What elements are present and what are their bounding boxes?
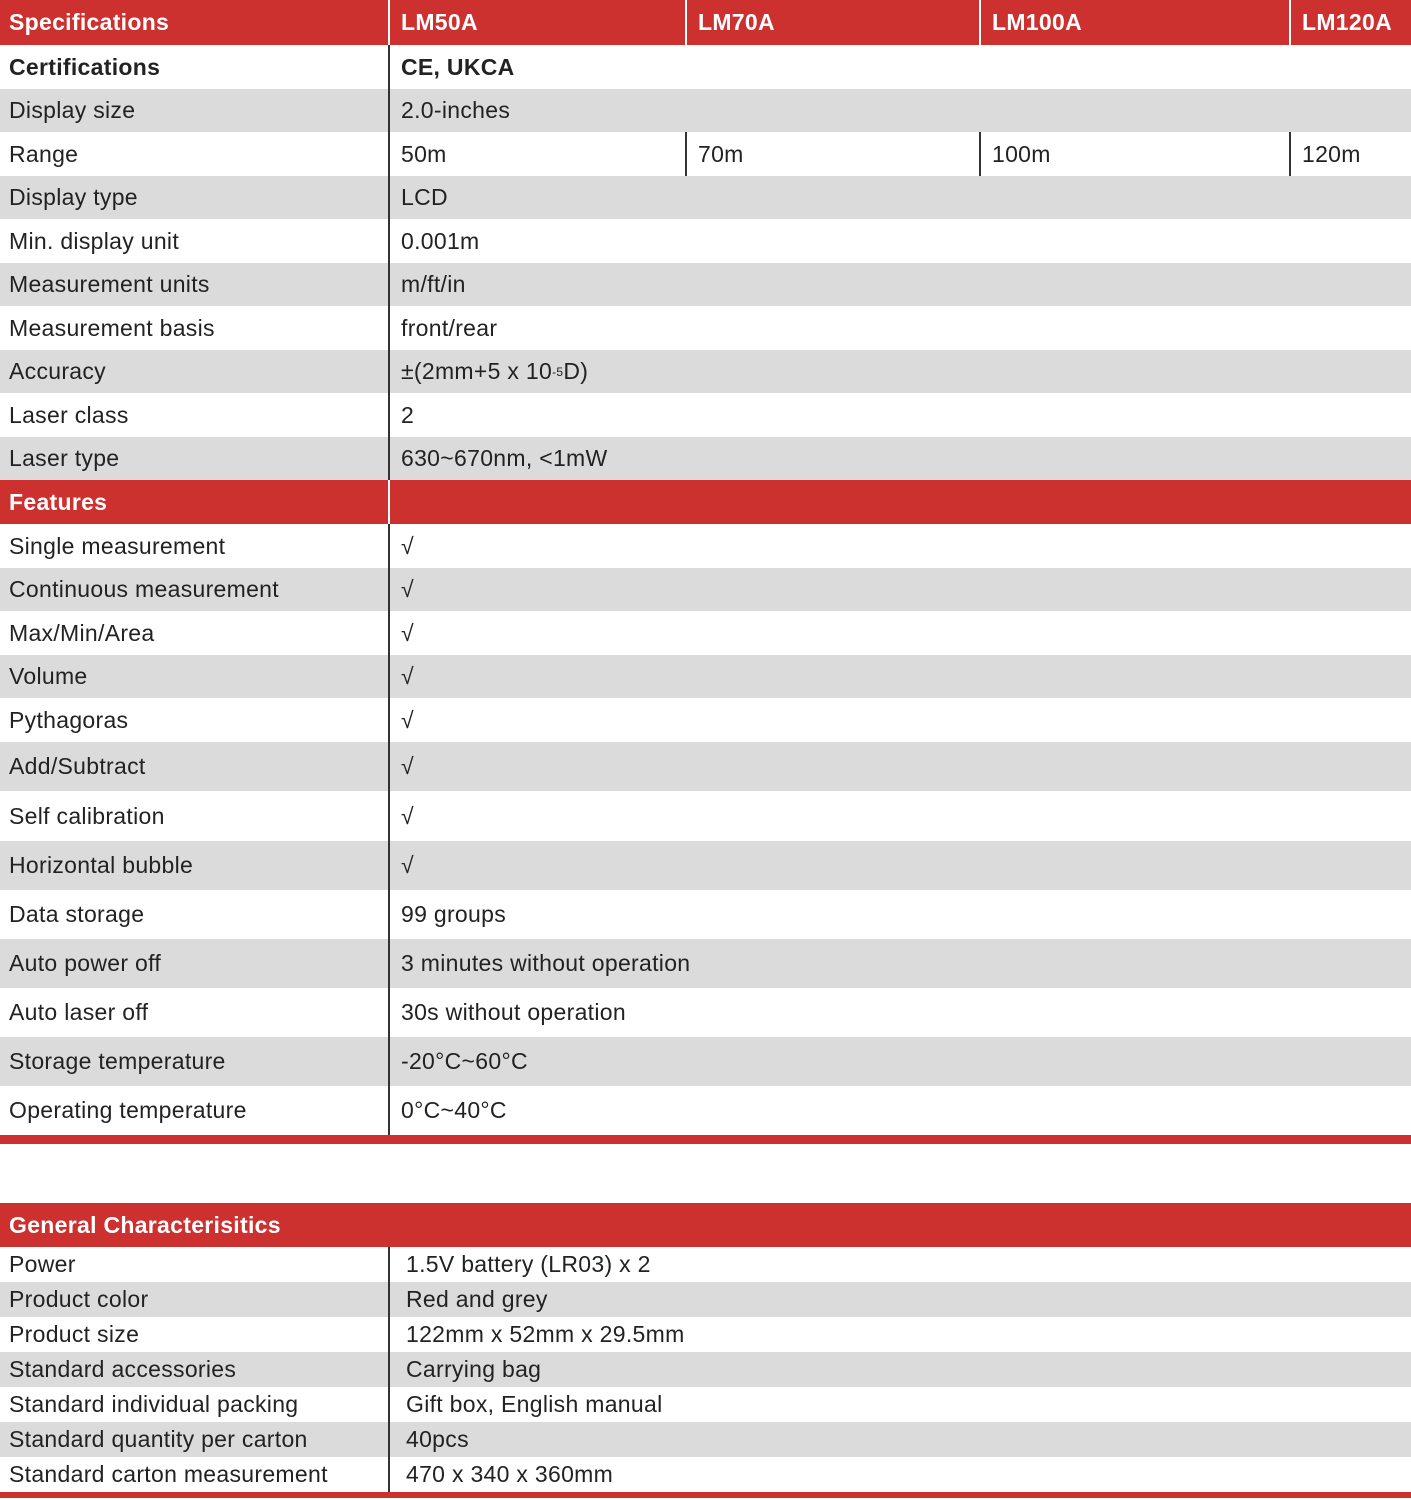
general-header-row — [0, 1203, 1411, 1247]
accuracy-suffix: D) — [563, 358, 589, 384]
row-label: Pythagoras — [0, 698, 390, 742]
specifications-header-row — [0, 0, 1411, 45]
row-label: Max/Min/Area — [0, 611, 390, 655]
table-row — [0, 89, 1411, 132]
range-value-lm70a: 70m — [685, 132, 979, 176]
range-value-lm100a: 100m — [979, 132, 1289, 176]
row-value: 0°C~40°C — [401, 1097, 507, 1123]
general-characteristics-table — [0, 1203, 1411, 1492]
table-row — [0, 524, 1411, 568]
row-value: 470 x 340 x 360mm — [406, 1461, 614, 1487]
row-label: Standard individual packing — [0, 1387, 390, 1422]
check-mark: √ — [401, 753, 414, 779]
check-mark: √ — [401, 532, 414, 559]
table-row — [0, 437, 1411, 480]
table-row — [0, 1457, 1411, 1492]
row-label: Horizontal bubble — [0, 841, 390, 890]
row-value — [390, 350, 1411, 393]
row-value: 122mm x 52mm x 29.5mm — [406, 1321, 685, 1347]
row-label: Auto laser off — [0, 988, 390, 1037]
row-label: Single measurement — [0, 524, 390, 568]
row-label: Certifications — [0, 45, 390, 89]
table-row — [0, 791, 1411, 841]
table-row — [0, 393, 1411, 437]
row-value: 1.5V battery (LR03) x 2 — [406, 1251, 651, 1277]
row-label: Add/Subtract — [0, 742, 390, 791]
table-row — [0, 1086, 1411, 1135]
range-value-lm120a: 120m — [1289, 132, 1411, 176]
table-bottom-bar — [0, 1135, 1411, 1144]
row-value: LCD — [401, 184, 448, 210]
table-row — [0, 655, 1411, 698]
check-mark: √ — [401, 576, 414, 602]
general-bottom-bar — [0, 1492, 1411, 1498]
row-value: 3 minutes without operation — [401, 950, 691, 976]
table-row — [0, 1282, 1411, 1317]
row-label: Volume — [0, 655, 390, 698]
model-header-lm100a: LM100A — [979, 0, 1289, 45]
row-value: -20°C~60°C — [401, 1048, 528, 1074]
row-value: 30s without operation — [401, 999, 626, 1025]
row-label: Accuracy — [0, 350, 390, 393]
row-label: Product color — [0, 1282, 390, 1317]
row-value: front/rear — [401, 314, 498, 341]
check-mark: √ — [401, 619, 414, 646]
table-row — [0, 611, 1411, 655]
check-mark: √ — [401, 706, 414, 733]
row-label: Standard carton measurement — [0, 1457, 390, 1492]
check-mark: √ — [401, 802, 414, 829]
table-row — [0, 568, 1411, 611]
table-row — [0, 1387, 1411, 1422]
table-row — [0, 742, 1411, 791]
table-row — [0, 176, 1411, 219]
table-row — [0, 263, 1411, 306]
table-row — [0, 1422, 1411, 1457]
row-value: Red and grey — [406, 1286, 548, 1312]
row-value: CE, UKCA — [401, 53, 515, 80]
row-value: 2 — [401, 401, 415, 428]
row-label: Data storage — [0, 890, 390, 939]
table-row — [0, 1352, 1411, 1387]
row-label: Storage temperature — [0, 1037, 390, 1086]
row-label: Continuous measurement — [0, 568, 390, 611]
row-label: Min. display unit — [0, 219, 390, 263]
row-value: Gift box, English manual — [406, 1391, 663, 1417]
table-row — [0, 1317, 1411, 1352]
row-label: Measurement basis — [0, 306, 390, 350]
row-value: m/ft/in — [401, 271, 466, 297]
range-value-lm50a: 50m — [401, 140, 447, 167]
row-label: Standard quantity per carton — [0, 1422, 390, 1457]
row-value: 0.001m — [401, 227, 480, 254]
row-value: Carrying bag — [406, 1356, 542, 1382]
features-header-row — [0, 480, 1411, 524]
row-label: Standard accessories — [0, 1352, 390, 1387]
row-value: 2.0-inches — [401, 97, 511, 123]
table-row — [0, 1247, 1411, 1282]
row-label: Self calibration — [0, 791, 390, 841]
table-row — [0, 841, 1411, 890]
model-header-lm120a: LM120A — [1289, 0, 1411, 45]
table-row — [0, 45, 1411, 89]
row-label: Display type — [0, 176, 390, 219]
row-label: Product size — [0, 1317, 390, 1352]
accuracy-exponent: -5 — [552, 364, 564, 379]
row-value: 40pcs — [406, 1426, 469, 1452]
table-row — [0, 698, 1411, 742]
table-row — [0, 132, 1411, 176]
row-label: Range — [0, 132, 390, 176]
row-label: Auto power off — [0, 939, 390, 988]
row-label: Laser type — [0, 437, 390, 480]
row-label: Operating temperature — [0, 1086, 390, 1135]
row-label: Laser class — [0, 393, 390, 437]
model-header-lm70a: LM70A — [685, 0, 979, 45]
model-header-lm50a: LM50A — [401, 9, 478, 35]
row-label: Display size — [0, 89, 390, 132]
row-label: Measurement units — [0, 263, 390, 306]
table-row — [0, 1037, 1411, 1086]
table-row — [0, 219, 1411, 263]
features-header: Features — [0, 480, 390, 524]
table-row — [0, 939, 1411, 988]
row-label: Power — [0, 1247, 390, 1282]
check-mark: √ — [401, 852, 414, 878]
table-row — [0, 350, 1411, 393]
general-header: General Characterisitics — [9, 1211, 281, 1238]
row-value: 630~670nm, <1mW — [401, 445, 608, 471]
accuracy-prefix: ±(2mm+5 x 10 — [401, 358, 553, 384]
row-value: 99 groups — [401, 901, 506, 927]
table-row — [0, 988, 1411, 1037]
table-row — [0, 306, 1411, 350]
table-row — [0, 890, 1411, 939]
specifications-header: Specifications — [0, 0, 390, 45]
check-mark: √ — [401, 663, 414, 689]
